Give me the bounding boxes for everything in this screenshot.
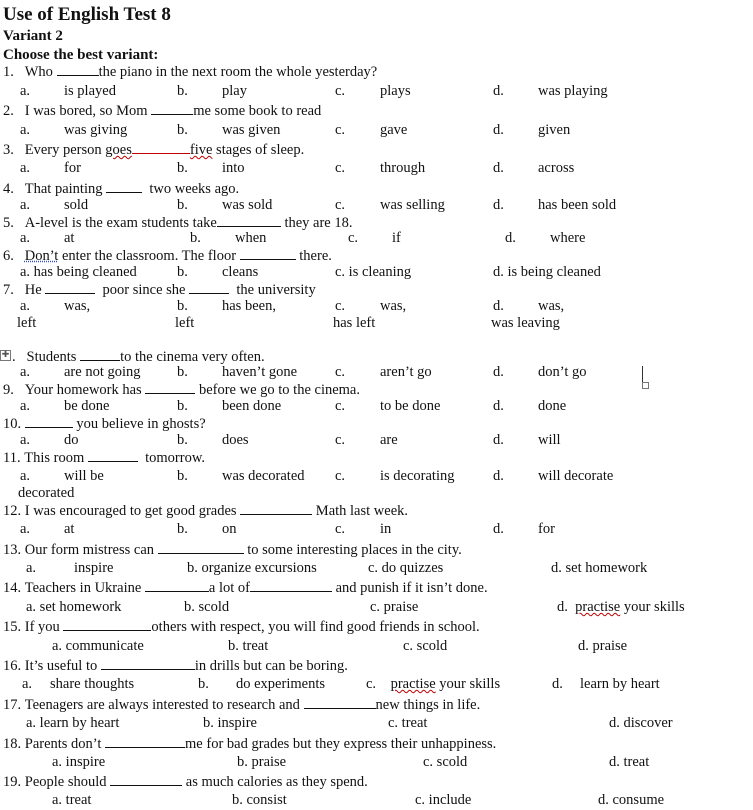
option-marker: d.	[505, 230, 516, 246]
answer-blank	[88, 449, 138, 462]
move-handle-icon[interactable]: ✚	[1, 350, 10, 360]
question-number: 14.	[3, 580, 22, 596]
spellcheck-word: practise	[575, 599, 621, 615]
option-marker: a.	[20, 197, 31, 213]
option-text: given	[538, 122, 571, 138]
option-text: a. inspire	[52, 754, 106, 770]
question-10	[3, 415, 206, 433]
option-text: learn by heart	[580, 676, 660, 692]
option-marker: c.	[366, 676, 377, 692]
question-text: Math last week.	[315, 503, 409, 519]
option-marker: d.	[493, 432, 504, 448]
option-text: do experiments	[236, 676, 325, 692]
question-11	[3, 449, 205, 467]
question-number: 3.	[3, 142, 14, 158]
option-marker: d.	[493, 197, 504, 213]
option-text: d. consume	[598, 792, 665, 808]
question-number: 16.	[3, 658, 22, 674]
option-text: a. has being cleaned	[20, 264, 137, 280]
option-text: into	[222, 160, 245, 176]
question-text: and punish if it isn’t done.	[335, 580, 488, 596]
option-text: has been sold	[538, 197, 617, 213]
question-text: enter the classroom. The floor	[61, 248, 237, 264]
option-text: d. praise	[578, 638, 628, 654]
option-marker: b.	[177, 160, 188, 176]
option-marker: b.	[177, 398, 188, 414]
option-marker: a.	[22, 676, 33, 692]
answer-blank	[63, 618, 151, 631]
option-marker: d.	[493, 122, 504, 138]
question-17	[3, 696, 480, 714]
question-text: in drills but can be boring.	[194, 658, 348, 674]
option-text: b. treat	[228, 638, 269, 654]
answer-blank	[106, 180, 142, 193]
option-text: haven’t gone	[222, 364, 298, 380]
option-text: was giving	[64, 122, 128, 138]
option-marker: c.	[335, 83, 346, 99]
option-text: if	[392, 230, 401, 246]
question-text: poor since she	[102, 282, 186, 298]
option-text: will be	[64, 468, 104, 484]
question-text: He	[24, 282, 42, 298]
option-marker: a.	[20, 398, 31, 414]
answer-blank	[240, 502, 312, 515]
option-text: be done	[64, 398, 110, 414]
answer-blank	[304, 696, 376, 709]
option-marker: b.	[177, 364, 188, 380]
option-marker: a.	[20, 432, 31, 448]
question-text: This room	[24, 450, 85, 466]
option-text: b. organize excursions	[187, 560, 317, 576]
question-text: to the cinema very often.	[120, 349, 265, 365]
option-marker: c.	[335, 160, 346, 176]
option-marker: c.	[335, 197, 346, 213]
option-text: c. praise	[370, 599, 419, 615]
option-text: has been,	[222, 298, 276, 314]
question-19	[3, 773, 368, 791]
question-text: It’s useful to	[24, 658, 98, 674]
question-number: 10.	[3, 416, 22, 432]
question-text: a lot of	[208, 580, 250, 596]
question-16	[3, 657, 348, 675]
option-text: b. consist	[232, 792, 287, 808]
variant-label: Variant 2	[3, 28, 63, 44]
option-marker: d.	[493, 364, 504, 380]
option-text: c. is cleaning	[335, 264, 412, 280]
option-text: was decorated	[222, 468, 305, 484]
question-number: 7.	[3, 282, 14, 298]
question-text: there.	[299, 248, 332, 264]
option-marker: c.	[335, 122, 346, 138]
option-text: where	[550, 230, 586, 246]
answer-blank	[80, 348, 120, 361]
question-text: I was bored, so Mom	[24, 103, 148, 119]
option-marker: a.	[20, 230, 31, 246]
option-text: a. learn by heart	[26, 715, 120, 731]
option-marker: b.	[198, 676, 209, 692]
question-text: Your homework has	[24, 382, 142, 398]
option-text: was sold	[222, 197, 273, 213]
option-text: are not going	[64, 364, 141, 380]
option-text: for	[538, 521, 555, 537]
spellcheck-word: practise	[390, 676, 436, 692]
answer-blank	[145, 579, 209, 592]
option-text: aren’t go	[380, 364, 432, 380]
option-text: to be done	[380, 398, 441, 414]
option-marker: b.	[177, 122, 188, 138]
option-text: will	[538, 432, 561, 448]
question-13	[3, 541, 462, 559]
question-number: 15.	[3, 619, 22, 635]
question-text: I was encouraged to get good grades	[24, 503, 237, 519]
question-number: 19.	[3, 774, 22, 790]
question-3	[3, 141, 304, 159]
option-text: in	[380, 521, 392, 537]
question-18	[3, 735, 496, 753]
option-marker: a.	[20, 468, 31, 484]
answer-blank	[105, 735, 185, 748]
option-text: was given	[222, 122, 281, 138]
answer-blank	[240, 247, 296, 260]
option-marker: a.	[20, 83, 31, 99]
question-2	[3, 102, 321, 120]
answer-blank	[110, 773, 182, 786]
question-number: 4.	[3, 181, 14, 197]
option-text: across	[538, 160, 575, 176]
answer-blank	[151, 102, 193, 115]
option-marker: c.	[335, 432, 346, 448]
question-15	[3, 618, 480, 636]
option-text: is played	[64, 83, 116, 99]
option-text: d. is being cleaned	[493, 264, 601, 280]
option-marker: c.	[335, 468, 346, 484]
option-text: your skills	[623, 599, 685, 615]
question-text: Who	[24, 64, 53, 80]
option-text: c. scold	[423, 754, 468, 770]
option-text: a. communicate	[52, 638, 144, 654]
option-text: is decorating	[380, 468, 455, 484]
option-marker: d.	[493, 83, 504, 99]
question-text: me some book to read	[193, 103, 322, 119]
option-text: will decorate	[538, 468, 614, 484]
question-text: Every person	[24, 142, 102, 158]
option-marker: c.	[348, 230, 359, 246]
option-text: c. scold	[403, 638, 448, 654]
option-marker: d.	[552, 676, 563, 692]
option-text: your skills	[439, 676, 501, 692]
option-text: d. set homework	[551, 560, 648, 576]
option-text: b. scold	[184, 599, 230, 615]
option-text-continued: was leaving	[491, 315, 560, 331]
option-text: cleans	[222, 264, 259, 280]
question-14	[3, 579, 488, 597]
answer-blank	[145, 381, 195, 394]
question-text: others with respect, you will find good friends in school.	[151, 619, 480, 635]
option-marker: c.	[335, 298, 346, 314]
option-d	[557, 599, 685, 616]
question-number: 2.	[3, 103, 14, 119]
option-text: was,	[538, 298, 565, 314]
option-text: gave	[380, 122, 408, 138]
option-marker: d.	[493, 298, 504, 314]
question-number: 12.	[3, 503, 22, 519]
option-marker: b.	[177, 521, 188, 537]
question-text: as much calories as they spend.	[185, 774, 368, 790]
option-text: plays	[380, 83, 411, 99]
option-text: are	[380, 432, 398, 448]
question-text: they are 18.	[284, 215, 353, 231]
answer-blank	[217, 214, 281, 227]
question-12	[3, 502, 408, 520]
question-text: the university	[236, 282, 316, 298]
question-text: If you	[24, 619, 60, 635]
option-marker: a.	[20, 160, 31, 176]
option-text: was playing	[538, 83, 608, 99]
question-text: two weeks ago.	[149, 181, 240, 197]
option-marker: c.	[335, 521, 346, 537]
option-marker: d.	[493, 160, 504, 176]
question-text: A-level is the exam students take	[24, 215, 217, 231]
question-text: Students	[26, 349, 77, 365]
question-9	[3, 381, 360, 399]
question-number: .	[12, 349, 16, 365]
question-text: Teenagers are always interested to research and	[24, 697, 300, 713]
question-7	[3, 281, 316, 299]
answer-blank	[57, 63, 99, 76]
question-number: 6.	[3, 248, 14, 264]
option-text: b. praise	[237, 754, 287, 770]
option-text: on	[222, 521, 237, 537]
option-marker: b.	[177, 83, 188, 99]
option-text: been done	[222, 398, 282, 414]
answer-blank	[132, 141, 190, 154]
question-text: you believe in ghosts?	[76, 416, 206, 432]
option-text: at	[64, 521, 75, 537]
question-text: the piano in the next room the whole yesterday?	[98, 64, 378, 80]
option-text: was,	[64, 298, 91, 314]
option-text: for	[64, 160, 81, 176]
option-text: inspire	[74, 560, 114, 576]
option-text: sold	[64, 197, 89, 213]
option-marker: d.	[493, 468, 504, 484]
question-text: Teachers in Ukraine	[24, 580, 142, 596]
question-text: People should	[24, 774, 107, 790]
question-text: to some interesting places in the city.	[247, 542, 462, 558]
option-marker: a.	[20, 298, 31, 314]
option-marker: c.	[335, 398, 346, 414]
question-number: 18.	[3, 736, 22, 752]
option-text-continued: left	[175, 315, 195, 331]
option-marker: d.	[557, 599, 568, 615]
option-marker: a.	[20, 364, 31, 380]
question-text: before we go to the cinema.	[198, 382, 360, 398]
option-text: a. set homework	[26, 599, 122, 615]
option-d-group	[366, 676, 500, 693]
option-text-continued: decorated	[18, 485, 75, 501]
grammar-flag-word: Don’t	[24, 248, 59, 264]
test-title: Use of English Test 8	[3, 4, 171, 25]
question-6	[3, 247, 332, 265]
question-number: 5.	[3, 215, 14, 231]
option-marker: b.	[177, 197, 188, 213]
option-marker: b.	[177, 264, 188, 280]
answer-blank	[45, 281, 95, 294]
option-marker: a.	[20, 122, 31, 138]
question-text: tomorrow.	[145, 450, 205, 466]
option-text: when	[235, 230, 267, 246]
option-text-continued: has left	[333, 315, 376, 331]
question-number: 17.	[3, 697, 22, 713]
option-text: at	[64, 230, 75, 246]
option-marker: b.	[190, 230, 201, 246]
question-5	[3, 214, 353, 232]
option-text-continued: left	[17, 315, 37, 331]
question-1	[3, 63, 377, 81]
option-text: d. treat	[609, 754, 650, 770]
option-text: c. treat	[388, 715, 428, 731]
answer-blank	[189, 281, 229, 294]
option-text: was,	[380, 298, 407, 314]
question-text: That painting	[24, 181, 103, 197]
spellcheck-word: five	[189, 142, 213, 158]
option-text: does	[222, 432, 249, 448]
question-number: 11.	[3, 450, 21, 466]
question-text: me for bad grades but they express their unhappiness.	[185, 736, 497, 752]
option-text: share thoughts	[50, 676, 135, 692]
answer-blank	[158, 541, 244, 554]
spellcheck-word: goes	[105, 142, 132, 158]
question-text: Our form mistress can	[24, 542, 155, 558]
question-number: 9.	[3, 382, 14, 398]
option-text: c. include	[415, 792, 472, 808]
option-text: d. discover	[609, 715, 673, 731]
option-marker: b.	[177, 432, 188, 448]
option-text: c. do quizzes	[368, 560, 444, 576]
answer-blank	[250, 579, 332, 592]
answer-blank	[25, 415, 73, 428]
question-text: new things in life.	[375, 697, 481, 713]
option-marker: a.	[20, 521, 31, 537]
option-text: b. inspire	[203, 715, 257, 731]
option-marker: c.	[335, 364, 346, 380]
question-number: 13.	[3, 542, 22, 558]
instruction: Choose the best variant:	[3, 47, 159, 63]
question-4	[3, 180, 239, 198]
option-text: was selling	[380, 197, 445, 213]
option-text: don’t go	[538, 364, 587, 380]
option-marker: a.	[26, 560, 37, 576]
option-text: do	[64, 432, 79, 448]
question-text: Parents don’t	[24, 736, 102, 752]
option-text: play	[222, 83, 247, 99]
option-text: a. treat	[52, 792, 92, 808]
option-text: done	[538, 398, 567, 414]
question-text: stages of sleep.	[216, 142, 305, 158]
option-marker: d.	[493, 521, 504, 537]
answer-blank	[101, 657, 195, 670]
question-number: 1.	[3, 64, 14, 80]
resize-handle[interactable]	[642, 382, 649, 389]
option-marker: b.	[177, 298, 188, 314]
option-marker: b.	[177, 468, 188, 484]
option-marker: d.	[493, 398, 504, 414]
option-text: through	[380, 160, 426, 176]
